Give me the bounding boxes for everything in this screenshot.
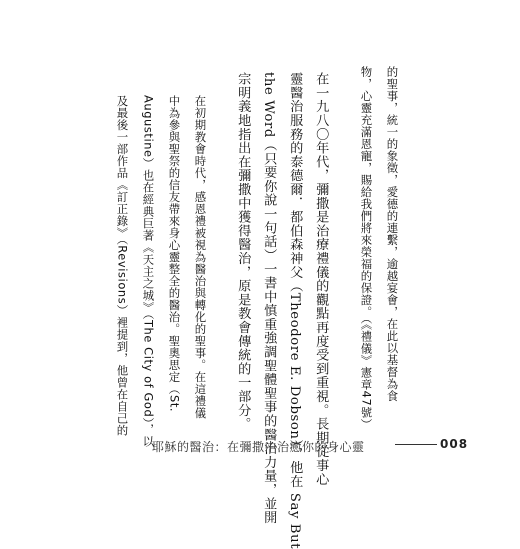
body-line: 靈醫治服務的泰德爾．都伯森神父（Theodore E. Dobson），他在 Say But <box>287 72 303 549</box>
body-line: 宗明義地指出在彌撒中獲得醫治，原是教會傳統的一部分。 <box>235 72 251 431</box>
paragraph-line: Augustine）也在經典巨著《天主之城》（The City of God），以 <box>141 95 156 448</box>
body-line: the Word（只要你說一句話）一書中慎重強調聖體聖事的醫治力量，並開 <box>261 72 277 525</box>
paragraph-line: 在初期教會時代，感恩禮被視為醫治與轉化的聖事。在這禮儀 <box>193 95 208 419</box>
paragraph-line: 中為參與聖祭的信友帶來身心靈整全的醫治。聖奧思定（St. <box>167 95 182 413</box>
footer-divider <box>395 444 437 445</box>
quote-line: 物，心靈充滿恩寵，賜給我們將來榮福的保證。（《禮儀》憲章47號） <box>359 66 374 431</box>
body-line: 在一九八〇年代，彌撒是治療禮儀的觀點再度受到重視。長期從事心 <box>313 72 329 486</box>
page-number: 008 <box>440 437 469 451</box>
running-footer-title: 耶穌的醫治：在彌撒中治癒你的身心靈 <box>152 440 365 454</box>
quote-line: 的聖事，統一的象徵，愛德的連繫，逾越宴會，在此以基督為食 <box>385 66 400 402</box>
paragraph-line: 及最後一部作品《訂正錄》（Revisions）裡提到，他曾在自己的 <box>115 95 130 437</box>
